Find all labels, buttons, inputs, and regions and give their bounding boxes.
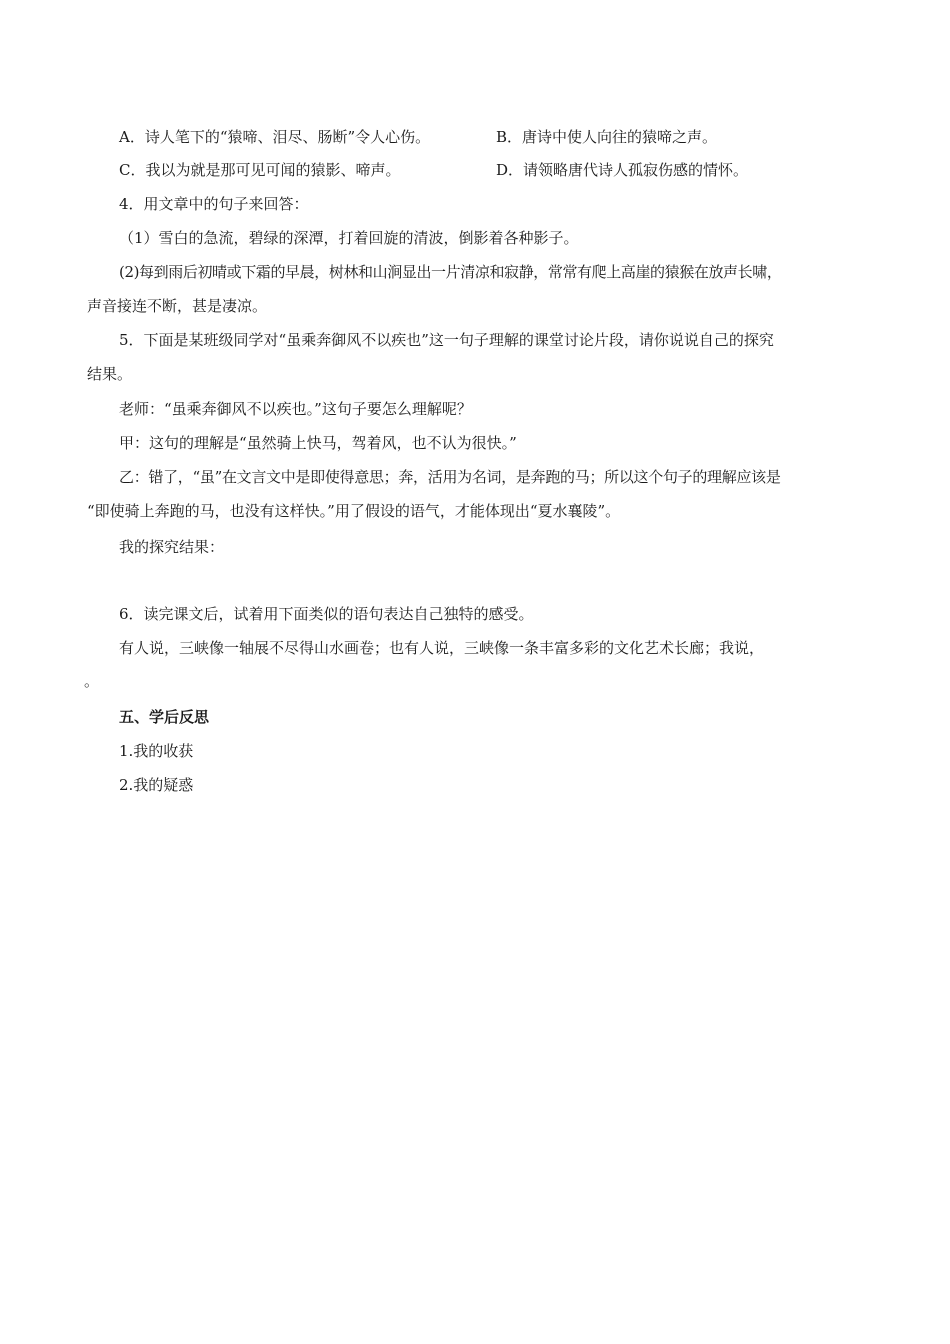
q3-option-b: B．唐诗中使人向往的猿啼之声。 bbox=[496, 128, 718, 146]
section-5-heading: 五、学后反思 bbox=[119, 708, 210, 726]
q4-item-2-line-2: 声音接连不断，甚是凄凉。 bbox=[87, 297, 268, 315]
q5-jia: 甲：这句的理解是“虽然骑上快马，驾着风，也不认为很快。” bbox=[119, 434, 517, 452]
q5-prompt-line-1: 5．下面是某班级同学对“虽乘奔御风不以疾也”这一句子理解的课堂讨论片段，请你说说自己的探究 bbox=[119, 331, 774, 349]
q6-body-line-2: 。 bbox=[84, 672, 100, 690]
q4-prompt: 4．用文章中的句子来回答： bbox=[119, 195, 309, 213]
q5-teacher: 老师：“虽乘奔御风不以疾也。”这句子要怎么理解呢？ bbox=[119, 400, 472, 418]
q4-item-1: （1）雪白的急流，碧绿的深潭，打着回旋的清波，倒影着各种影子。 bbox=[119, 229, 579, 247]
q5-yi-line-1: 乙：错了，“虽”在文言文中是即使得意思；奔，活用为名词，是奔跑的马；所以这个句子的理解应该是 bbox=[119, 468, 781, 486]
section-5-item-2: 2.我的疑惑 bbox=[119, 776, 194, 794]
section-5-item-1: 1.我的收获 bbox=[119, 742, 194, 760]
q4-item-2-line-1: (2)每到雨后初晴或下霜的早晨，树林和山涧显出一片清凉和寂静，常常有爬上高崖的猿猴在放声长啸， bbox=[119, 263, 782, 281]
q5-yi-line-2: “即使骑上奔跑的马，也没有这样快。”用了假设的语气，才能体现出“夏水襄陵”。 bbox=[87, 502, 621, 520]
q3-option-c: C．我以为就是那可见可闻的猿影、啼声。 bbox=[119, 161, 401, 179]
q5-result-label: 我的探究结果： bbox=[119, 538, 225, 556]
q6-body-line-1: 有人说，三峡像一轴展不尽得山水画卷；也有人说，三峡像一条丰富多彩的文化艺术长廊；我说， bbox=[119, 639, 765, 657]
q6-prompt: 6．读完课文后，试着用下面类似的语句表达自己独特的感受。 bbox=[119, 605, 534, 623]
q3-option-d: D．请领略唐代诗人孤寂伤感的情怀。 bbox=[496, 161, 749, 179]
q5-prompt-line-2: 结果。 bbox=[87, 365, 133, 383]
q3-option-a: A．诗人笔下的“猿啼、泪尽、肠断”令人心伤。 bbox=[119, 128, 431, 146]
